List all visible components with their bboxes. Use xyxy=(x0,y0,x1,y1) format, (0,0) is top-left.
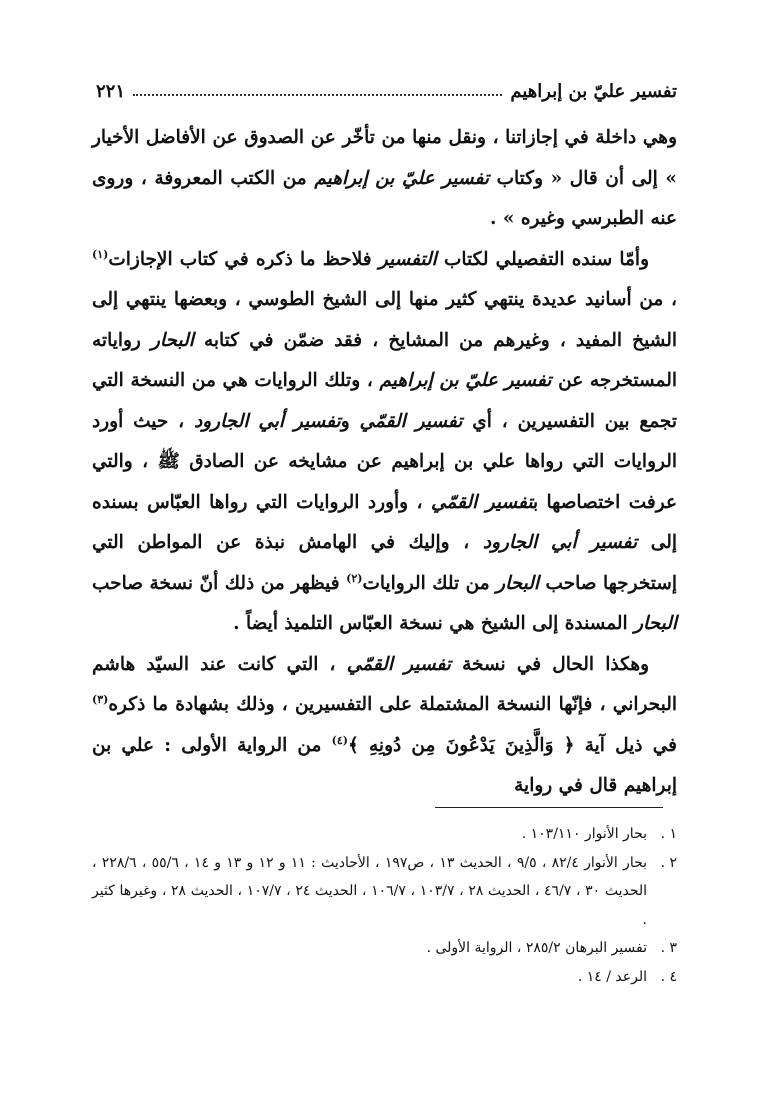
footnote-number: ٤ . xyxy=(660,968,677,985)
text-run: ، وتلك الروايات هي من النسخة التي تجمع بين التفسيرين ، أي xyxy=(92,370,678,432)
text-run: ، حيث أورد الروايات التي رواها علي بن إبراهيم عن مشايخه عن الصادق ﷺ ، والتي عرفت اختصاصها ب xyxy=(92,410,677,513)
text-run: ، وأورد الروايات التي رواها العبّاس بسنده إلى xyxy=(92,491,677,553)
text-run: وهكذا الحال في نسخة xyxy=(450,653,650,675)
footnote-separator xyxy=(435,807,663,808)
text-run: ، وإليك في الهامش نبذة عن المواطن التي إستخرجها صاحب xyxy=(92,532,677,594)
footnote-number: ١ . xyxy=(660,826,677,842)
paragraph-1 xyxy=(92,118,677,240)
footnotes xyxy=(92,820,677,991)
italic-title: تفسير القمّي xyxy=(346,653,451,675)
footnote-ref[interactable]: (٣) xyxy=(92,692,109,706)
paragraph-2 xyxy=(92,240,677,645)
page-header xyxy=(96,76,677,106)
footnote-text: بحار الأنوار ٨٢/٤ ، ٩/٥ ، الحديث ١٣ ، ص١٩٧ ، الأحاديث : ١١ و ١٢ و ١٣ و ١٤ ، ٥٥/٦ ، ٢٢٨/٦ ، الحديث ٣٠ ، ٤٦/٧ ، الحديث ٢٨ ، ١٠٣/٧ ، ١٠٦/٧ ، الحديث ٢٤ ، ١٠٧/٧ ، الحديث ٢٨ ، وغيرها كثير . xyxy=(92,854,648,928)
italic-title: تفسير عليّ بن إبراهيم xyxy=(379,370,552,391)
italic-title: تفسير القمّي xyxy=(430,491,533,513)
text-run: ، من أسانيد عديدة ينتهي كثير منها إلى الشيخ الطوسي ، وبعضها ينتهي إلى الشيخ المفيد ، وغيرهم من المشايخ ، فقد ضمّن في كتابه xyxy=(92,289,677,351)
italic-title: تفسير القمّي xyxy=(359,410,463,432)
italic-title: تفسير أبي الجارود xyxy=(482,532,638,553)
text-run: فلاحظ ما ذكره في كتاب الإجازات xyxy=(108,248,379,270)
footnote-ref[interactable]: (٤) xyxy=(331,733,348,747)
text-run: من الرواية الأولى : علي بن إبراهيم قال في رواية xyxy=(92,734,677,796)
footnote-number: ٣ . xyxy=(660,940,677,956)
italic-title: البحار xyxy=(496,572,540,594)
italic-title: البحار xyxy=(150,329,194,351)
footnote-3 xyxy=(92,934,677,963)
footnote-text: الرعد / ١٤ . xyxy=(577,968,647,985)
text-run: فيظهر من ذلك أنّ نسخة صاحب xyxy=(92,572,347,594)
text-run: من الكتب المعروفة ، وروى عنه الطبرسي وغيره » . xyxy=(92,167,677,229)
page-number: ٢٢١ xyxy=(96,80,126,102)
text-run: ، التي كانت عند السيّد هاشم البحراني ، فإنّها النسخة المشتملة على التفسيرين ، وذلك بشهادة ما ذكره xyxy=(92,653,677,715)
footnote-text: تفسير البرهان ٢٨٥/٢ ، الرواية الأولى . xyxy=(426,940,647,956)
text-run: و xyxy=(340,410,360,432)
italic-title: البحار xyxy=(634,613,677,634)
leader-dots xyxy=(133,94,502,96)
text-run: المسندة إلى الشيخ هي نسخة العبّاس التلميذ أيضاً . xyxy=(233,613,635,634)
footnote-ref[interactable]: (٢) xyxy=(346,571,363,585)
footnote-text: بحار الأنوار ١٠٣/١١٠ . xyxy=(521,826,647,842)
footnote-ref[interactable]: (١) xyxy=(92,247,109,261)
italic-title: تفسير عليّ بن إبراهيم xyxy=(314,167,490,189)
text-run: وهي داخلة في إجازاتنا ، ونقل منها من تأخّر عن الصدوق عن الأفاضل الأخيار » إلى أن قال « وكتاب xyxy=(92,127,677,189)
footnote-4 xyxy=(92,963,677,992)
text-run: وأمّا سنده التفصيلي لكتاب xyxy=(436,248,649,270)
text-run: في ذيل آية ﴿ وَالَّذِينَ يَدْعُونَ مِن دُونِهِ ﴾ xyxy=(347,734,677,756)
italic-title: تفسير أبي الجارود xyxy=(194,410,341,432)
text-run: رواياته المستخرجه عن xyxy=(92,329,677,391)
footnote-1 xyxy=(92,820,677,849)
footnote-2 xyxy=(92,849,677,935)
main-text xyxy=(92,118,677,807)
paragraph-3 xyxy=(92,645,677,807)
italic-title: التفسير xyxy=(378,248,437,270)
footnote-number: ٢ . xyxy=(660,854,677,871)
text-run: من تلك الروايات xyxy=(362,572,497,594)
running-title: تفسير عليّ بن إبراهيم xyxy=(510,80,677,102)
